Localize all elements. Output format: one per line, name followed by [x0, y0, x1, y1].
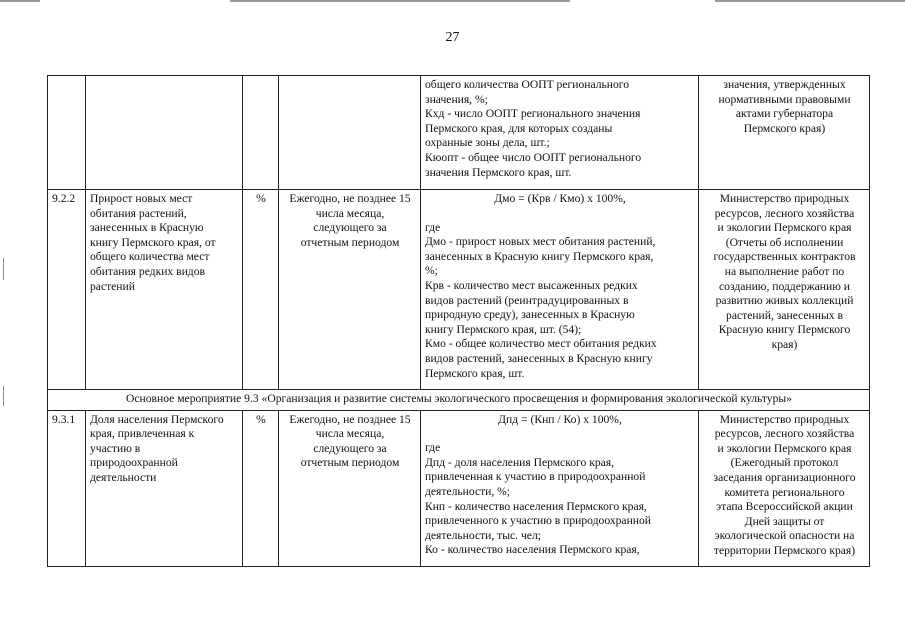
formula-line: Пермского края, шт. [425, 366, 525, 380]
formula-line: где [425, 220, 441, 234]
name-line: обитания редких видов [90, 264, 205, 278]
formula-line: Пермского края, для которых созданы [425, 121, 613, 135]
source-line: Дней защиты от [744, 514, 825, 528]
top-rule-right [715, 0, 905, 2]
source-line: края) [771, 337, 798, 351]
period-line: следующего за [313, 441, 387, 455]
period-line: Ежегодно, не позднее 15 [289, 412, 411, 426]
source-line: развитию живых коллекций [715, 294, 854, 308]
table-row-continuation [48, 76, 870, 190]
formula-spacer [425, 427, 695, 441]
source-line: растений, занесенных в [726, 308, 843, 322]
top-rule-left [0, 0, 40, 2]
formula-line: природную среду), занесенных в Красную [425, 308, 635, 322]
name-line: края, привлеченная к [90, 427, 195, 441]
name-line: книгу Пермского края, от [90, 235, 216, 249]
formula-line: привлеченного к участию в природоохранной [425, 514, 651, 528]
formula-line: значения Пермского края, шт. [425, 165, 572, 179]
formula-line: где [425, 441, 441, 455]
section-row-9-3 [48, 390, 870, 411]
period-line: следующего за [313, 221, 387, 235]
name-line: участию в [90, 441, 141, 455]
source-line: значения, утвержденных [723, 78, 846, 91]
formula-line: Кюопт - общее число ООПТ регионального [425, 150, 642, 164]
source-line: на выполнение работ по [724, 264, 845, 278]
source-line: заседания организационного [713, 470, 856, 484]
row-number: 9.3.1 [48, 410, 86, 566]
source-line: Пермского края) [743, 121, 826, 135]
source-line: (Ежегодный протокол [730, 456, 839, 470]
cell-formula [421, 410, 699, 566]
name-line: деятельности [90, 470, 157, 484]
source-line: и экологии Пермского края [717, 441, 852, 455]
cell-source [699, 410, 870, 566]
formula-spacer [425, 207, 695, 221]
formula-line: Дпд - доля населения Пермского края, [425, 455, 615, 469]
cell-indicator-name [86, 190, 243, 390]
cell-period [279, 76, 421, 190]
formula-main: Дмо = (Крв / Кмо) х 100%, [494, 192, 626, 205]
formula-line: Кнп - количество населения Пермского края, [425, 499, 647, 513]
source-line: Министерство природных [719, 192, 850, 205]
section-title: Основное мероприятие 9.3 «Организация и развитие системы экологического просвещения и формирования экологической культуры» [48, 390, 870, 411]
cell-number [48, 76, 86, 190]
source-line: экологической опасности на [714, 529, 855, 543]
cell-unit: % [243, 190, 279, 390]
indicator-table [47, 75, 870, 567]
source-line: актами губернатора [735, 107, 834, 121]
source-line: Красную книгу Пермского [718, 323, 851, 337]
formula-line: значения, %; [425, 92, 488, 106]
name-line: Прирост новых мест [90, 192, 193, 205]
cell-formula [421, 190, 699, 390]
formula-line: видов растений, занесенных в Красную книгу [425, 351, 653, 365]
source-line: ресурсов, лесного хозяйства [714, 427, 855, 441]
formula-line: охранные зоны дела, шт.; [425, 136, 550, 150]
formula-line: Ко - количество населения Пермского края, [425, 543, 640, 557]
formula-line: занесенных в Красную книгу Пермского края, [425, 249, 654, 263]
page-number: 27 [445, 30, 460, 45]
formula-line: деятельности, тыс. чел; [425, 528, 541, 542]
source-line: этапа Всероссийской акции [716, 500, 853, 514]
source-line: Министерство природных [719, 412, 850, 426]
cell-indicator-name [86, 410, 243, 566]
cell-unit: % [243, 410, 279, 566]
row-number: 9.2.2 [48, 190, 86, 390]
source-line: созданию, поддержанию и [719, 279, 850, 293]
source-line: и экологии Пермского края [717, 221, 852, 235]
source-line: государственных контрактов [713, 250, 856, 264]
table-row-9-2-2 [48, 190, 870, 390]
source-line: нормативными правовыми [718, 92, 851, 106]
cell-period [279, 410, 421, 566]
formula-line: видов растений (реинтрадуцированных в [425, 293, 629, 307]
formula-line: Дмо - прирост новых мест обитания растений, [425, 235, 656, 249]
period-line: числа месяца, [315, 427, 385, 441]
name-line: занесенных в Красную [90, 221, 204, 235]
period-line: числа месяца, [315, 206, 385, 220]
top-rule-middle [230, 0, 570, 2]
source-line: ресурсов, лесного хозяйства [714, 206, 855, 220]
period-line: Ежегодно, не позднее 15 [289, 192, 411, 205]
name-line: общего количества мест [90, 250, 210, 264]
source-line: комитета регионального [724, 485, 845, 499]
cell-source [699, 190, 870, 390]
formula-line: Крв - количество мест высаженных редких [425, 278, 638, 292]
formula-line: книгу Пермского края, шт. (54); [425, 322, 582, 336]
cell-formula [421, 76, 699, 190]
name-line: природоохранной [90, 456, 178, 470]
margin-mark-upper [3, 258, 4, 280]
formula-line: общего количества ООПТ регионального [425, 78, 630, 91]
formula-line: Кхд - число ООПТ регионального значения [425, 107, 641, 121]
cell-source [699, 76, 870, 190]
formula-line: деятельности, %; [425, 484, 511, 498]
period-line: отчетным периодом [300, 235, 400, 249]
period-line: отчетным периодом [300, 456, 400, 470]
formula-line: привлеченная к участию в природоохранной [425, 470, 646, 484]
name-line: растений [90, 279, 135, 293]
formula-line: Кмо - общее количество мест обитания редких [425, 337, 657, 351]
name-line: обитания растений, [90, 206, 187, 220]
formula-main: Дпд = (Кнп / Ко) х 100%, [498, 412, 622, 426]
cell-indicator-name [86, 76, 243, 190]
source-line: территории Пермского края) [713, 543, 856, 557]
table-row-9-3-1 [48, 410, 870, 566]
source-line: (Отчеты об исполнении [725, 235, 844, 249]
margin-mark-lower [3, 386, 4, 406]
cell-unit [243, 76, 279, 190]
cell-period [279, 190, 421, 390]
formula-line: %; [425, 264, 438, 278]
name-line: Доля населения Пермского [90, 412, 224, 426]
